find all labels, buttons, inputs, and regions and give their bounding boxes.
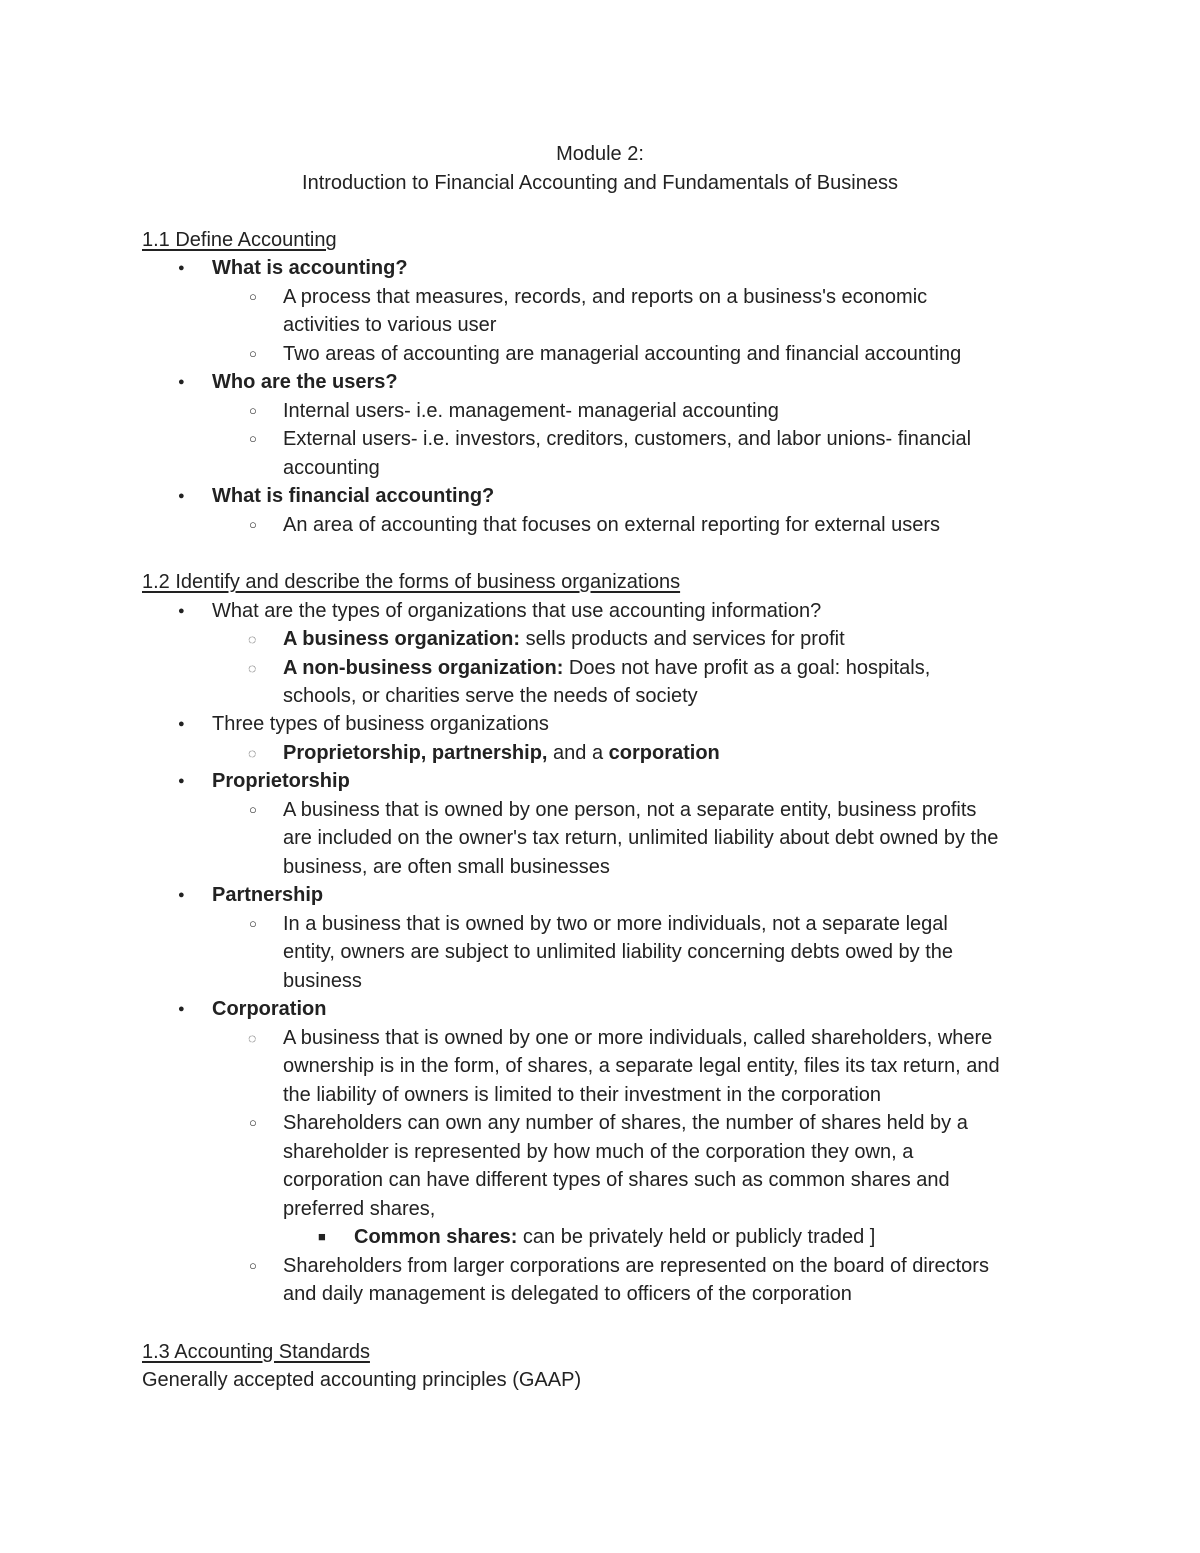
sub-bullet-item: ○ Shareholders can own any number of shares, the number of shares held by a bbox=[142, 1109, 968, 1137]
sub-bullet-item: ○ Shareholders from larger corporations are represented on the board of directors bbox=[142, 1252, 989, 1280]
sub-bullet-item: ○ Internal users- i.e. management- managerial accounting bbox=[142, 397, 779, 425]
continuation-line: accounting bbox=[283, 457, 380, 479]
continuation-line: shareholder is represented by how much of the corporation they own, a bbox=[283, 1141, 914, 1163]
continuation-line: ownership is in the form, of shares, a separate legal entity, files its tax return, and bbox=[283, 1055, 1000, 1077]
module-subtitle: Introduction to Financial Accounting and Fundamentals of Business bbox=[302, 172, 898, 194]
continuation-line: business, are often small businesses bbox=[283, 856, 610, 878]
term-label: Proprietorship bbox=[212, 770, 350, 792]
continuation-line: corporation can have different types of shares such as common shares and bbox=[283, 1169, 950, 1191]
continuation-line: are included on the owner's tax return, unlimited liability about debt owned by the bbox=[283, 827, 999, 849]
continuation-line: preferred shares, bbox=[283, 1198, 436, 1220]
sub-bullet-item: ○ A process that measures, records, and reports on a business's economic bbox=[142, 283, 927, 311]
continuation-line: and daily management is delegated to officers of the corporation bbox=[283, 1283, 852, 1305]
module-title: Module 2: bbox=[556, 143, 644, 165]
continuation-line: schools, or charities serve the needs of society bbox=[283, 685, 698, 707]
section-1-1-heading: 1.1 Define Accounting bbox=[142, 229, 337, 251]
sub-bullet-item: ○ In a business that is owned by two or more individuals, not a separate legal bbox=[142, 910, 948, 938]
continuation-line: entity, owners are subject to unlimited liability concerning debts owed by the bbox=[283, 941, 953, 963]
sub-bullet-item: ○ Two areas of accounting are managerial accounting and financial accounting bbox=[142, 340, 961, 368]
sub-bullet-item bbox=[142, 625, 845, 653]
question-label: Who are the users? bbox=[212, 371, 398, 393]
sub-bullet-item: ○ An area of accounting that focuses on external reporting for external users bbox=[142, 511, 940, 539]
section-1-2-heading: 1.2 Identify and describe the forms of business organizations bbox=[142, 571, 681, 593]
term-label: Corporation bbox=[212, 998, 327, 1020]
bullet-item bbox=[142, 995, 326, 1023]
sub-bullet-item: ○ A business that is owned by one person, not a separate entity, business profits bbox=[142, 796, 976, 824]
bullet-item bbox=[142, 368, 398, 396]
sub-bullet-item bbox=[142, 739, 720, 767]
connector-text: and a bbox=[547, 742, 609, 764]
term-definition: sells products and services for profit bbox=[520, 628, 845, 650]
section-1-3-heading: 1.3 Accounting Standards bbox=[142, 1341, 370, 1363]
term-label: Common shares: bbox=[354, 1226, 518, 1248]
term-definition: Does not have profit as a goal: hospitals, bbox=[563, 657, 931, 679]
term-label: A non-business organization: bbox=[283, 657, 564, 679]
bullet-item: ● What are the types of organizations that use accounting information? bbox=[142, 597, 821, 625]
term-label: Partnership bbox=[212, 884, 324, 906]
bullet-item bbox=[142, 254, 408, 282]
continuation-line: activities to various user bbox=[283, 314, 497, 336]
bullet-item: ● Three types of business organizations bbox=[142, 710, 549, 738]
gaap-text: Generally accepted accounting principles (GAAP) bbox=[142, 1369, 582, 1391]
bullet-item bbox=[142, 881, 323, 909]
continuation-line: the liability of owners is limited to their investment in the corporation bbox=[283, 1084, 882, 1106]
term-label: corporation bbox=[608, 742, 720, 764]
question-label: What is accounting? bbox=[212, 257, 408, 279]
continuation-line: business bbox=[283, 970, 362, 992]
sub-sub-bullet-item bbox=[142, 1223, 875, 1251]
bullet-item bbox=[142, 767, 350, 795]
term-label: Proprietorship, partnership, bbox=[283, 742, 548, 764]
term-definition: can be privately held or publicly traded ] bbox=[517, 1226, 876, 1248]
sub-bullet-item: ○ External users- i.e. investors, creditors, customers, and labor unions- financial bbox=[142, 425, 971, 453]
sub-bullet-item: ◌ A business that is owned by one or more individuals, called shareholders, where bbox=[142, 1024, 992, 1052]
bullet-item bbox=[142, 482, 494, 510]
sub-bullet-item bbox=[142, 654, 930, 682]
term-label: A business organization: bbox=[283, 628, 521, 650]
question-label: What is financial accounting? bbox=[212, 485, 495, 507]
